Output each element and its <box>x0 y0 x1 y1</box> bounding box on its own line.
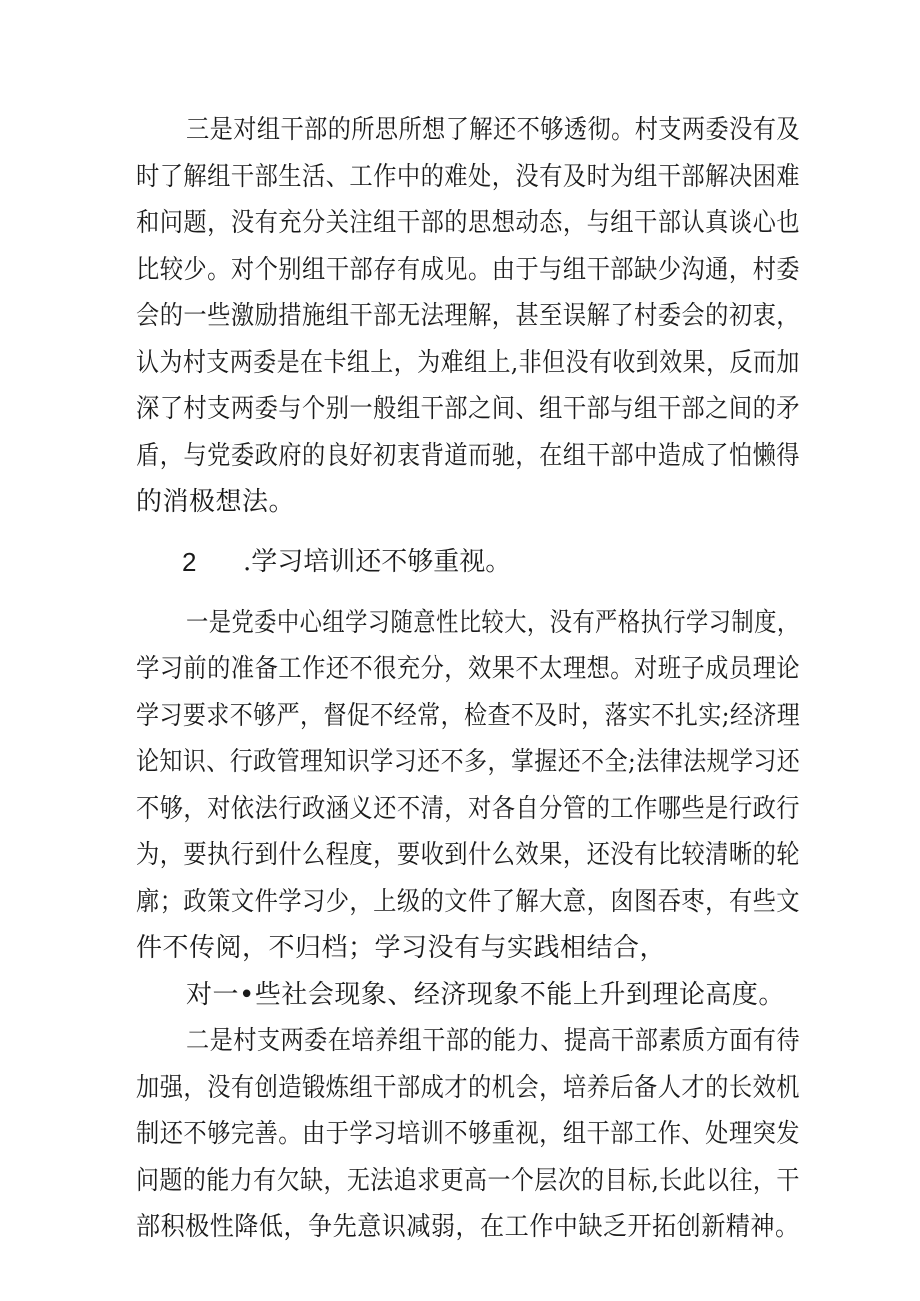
paragraph-line: 三是对组干部的所思所想了解还不够透彻。村支两委没有及 <box>186 115 801 145</box>
paragraph-line: 学习要求不够严，督促不经常，检查不及时，落实不扎实;经济理 <box>136 701 801 731</box>
paragraph-line: 制还不够完善。由于学习培训不够重视，组干部工作、处理突发 <box>136 1119 801 1149</box>
paragraph-line: 为，要执行到什么程度，要收到什么效果，还没有比较清晰的轮 <box>136 840 801 870</box>
paragraph-line: 一是党委中心组学习随意性比较大，没有严格执行学习制度， <box>186 608 800 638</box>
paragraph-line: 件不传阅，不归档；学习没有与实践相结合， <box>136 933 667 963</box>
paragraph-line: 二是村支两委在培养组干部的能力、提高干部素质方面有待 <box>186 1026 801 1056</box>
paragraph-line: 盾，与党委政府的良好初衷背道而驰，在组干部中造成了怕懒得 <box>136 441 801 471</box>
paragraph-line: 对一•些社会现象、经济现象不能上升到理论高度。 <box>186 980 785 1010</box>
paragraph-line: 深了村支两委与个别一般组干部之间、组干部与组干部之间的矛 <box>136 394 801 424</box>
paragraph-line: 论知识、行政管理知识学习还不多，掌握还不全;法律法规学习还 <box>136 747 801 777</box>
paragraph-line: 和问题，没有充分关注组干部的思想动态，与组干部认真谈心也 <box>136 208 801 238</box>
paragraph-line: 时了解组干部生活、工作中的难处，没有及时为组干部解决困难 <box>136 162 801 192</box>
paragraph-line: 廓；政策文件学习少，上级的文件了解大意，囱图吞枣，有些文 <box>136 887 801 917</box>
paragraph-line: 学习前的准备工作还不很充分，效果不太理想。对班子成员理论 <box>136 654 801 684</box>
paragraph-line: 部积极性降低，争先意识减弱，在工作中缺乏开拓创新精神。 <box>136 1212 800 1242</box>
paragraph-line: 比较少。对个别组干部存有成见。由于与组干部缺少沟通，村委 <box>136 255 801 285</box>
paragraph-line: 不够，对依法行政涵义还不清，对各自分管的工作哪些是行政行 <box>136 794 801 824</box>
paragraph-line: 的消极想法。 <box>136 487 296 517</box>
paragraph-line: 认为村支两委是在卡组上，为难组上,非但没有收到效果，反而加 <box>136 348 800 378</box>
section-number: 2 <box>182 547 197 577</box>
paragraph-line: 问题的能力有欠缺，无法追求更高一个层次的目标,长此以往，干 <box>136 1166 800 1196</box>
paragraph-line: 会的一些激励措施组干部无法理解，甚至误解了村委会的初衷， <box>136 301 801 331</box>
paragraph-line: 加强，没有创造锻炼组干部成才的机会，培养后备人才的长效机 <box>136 1073 801 1103</box>
section-heading: .学习培训还不够重视。 <box>243 547 512 577</box>
